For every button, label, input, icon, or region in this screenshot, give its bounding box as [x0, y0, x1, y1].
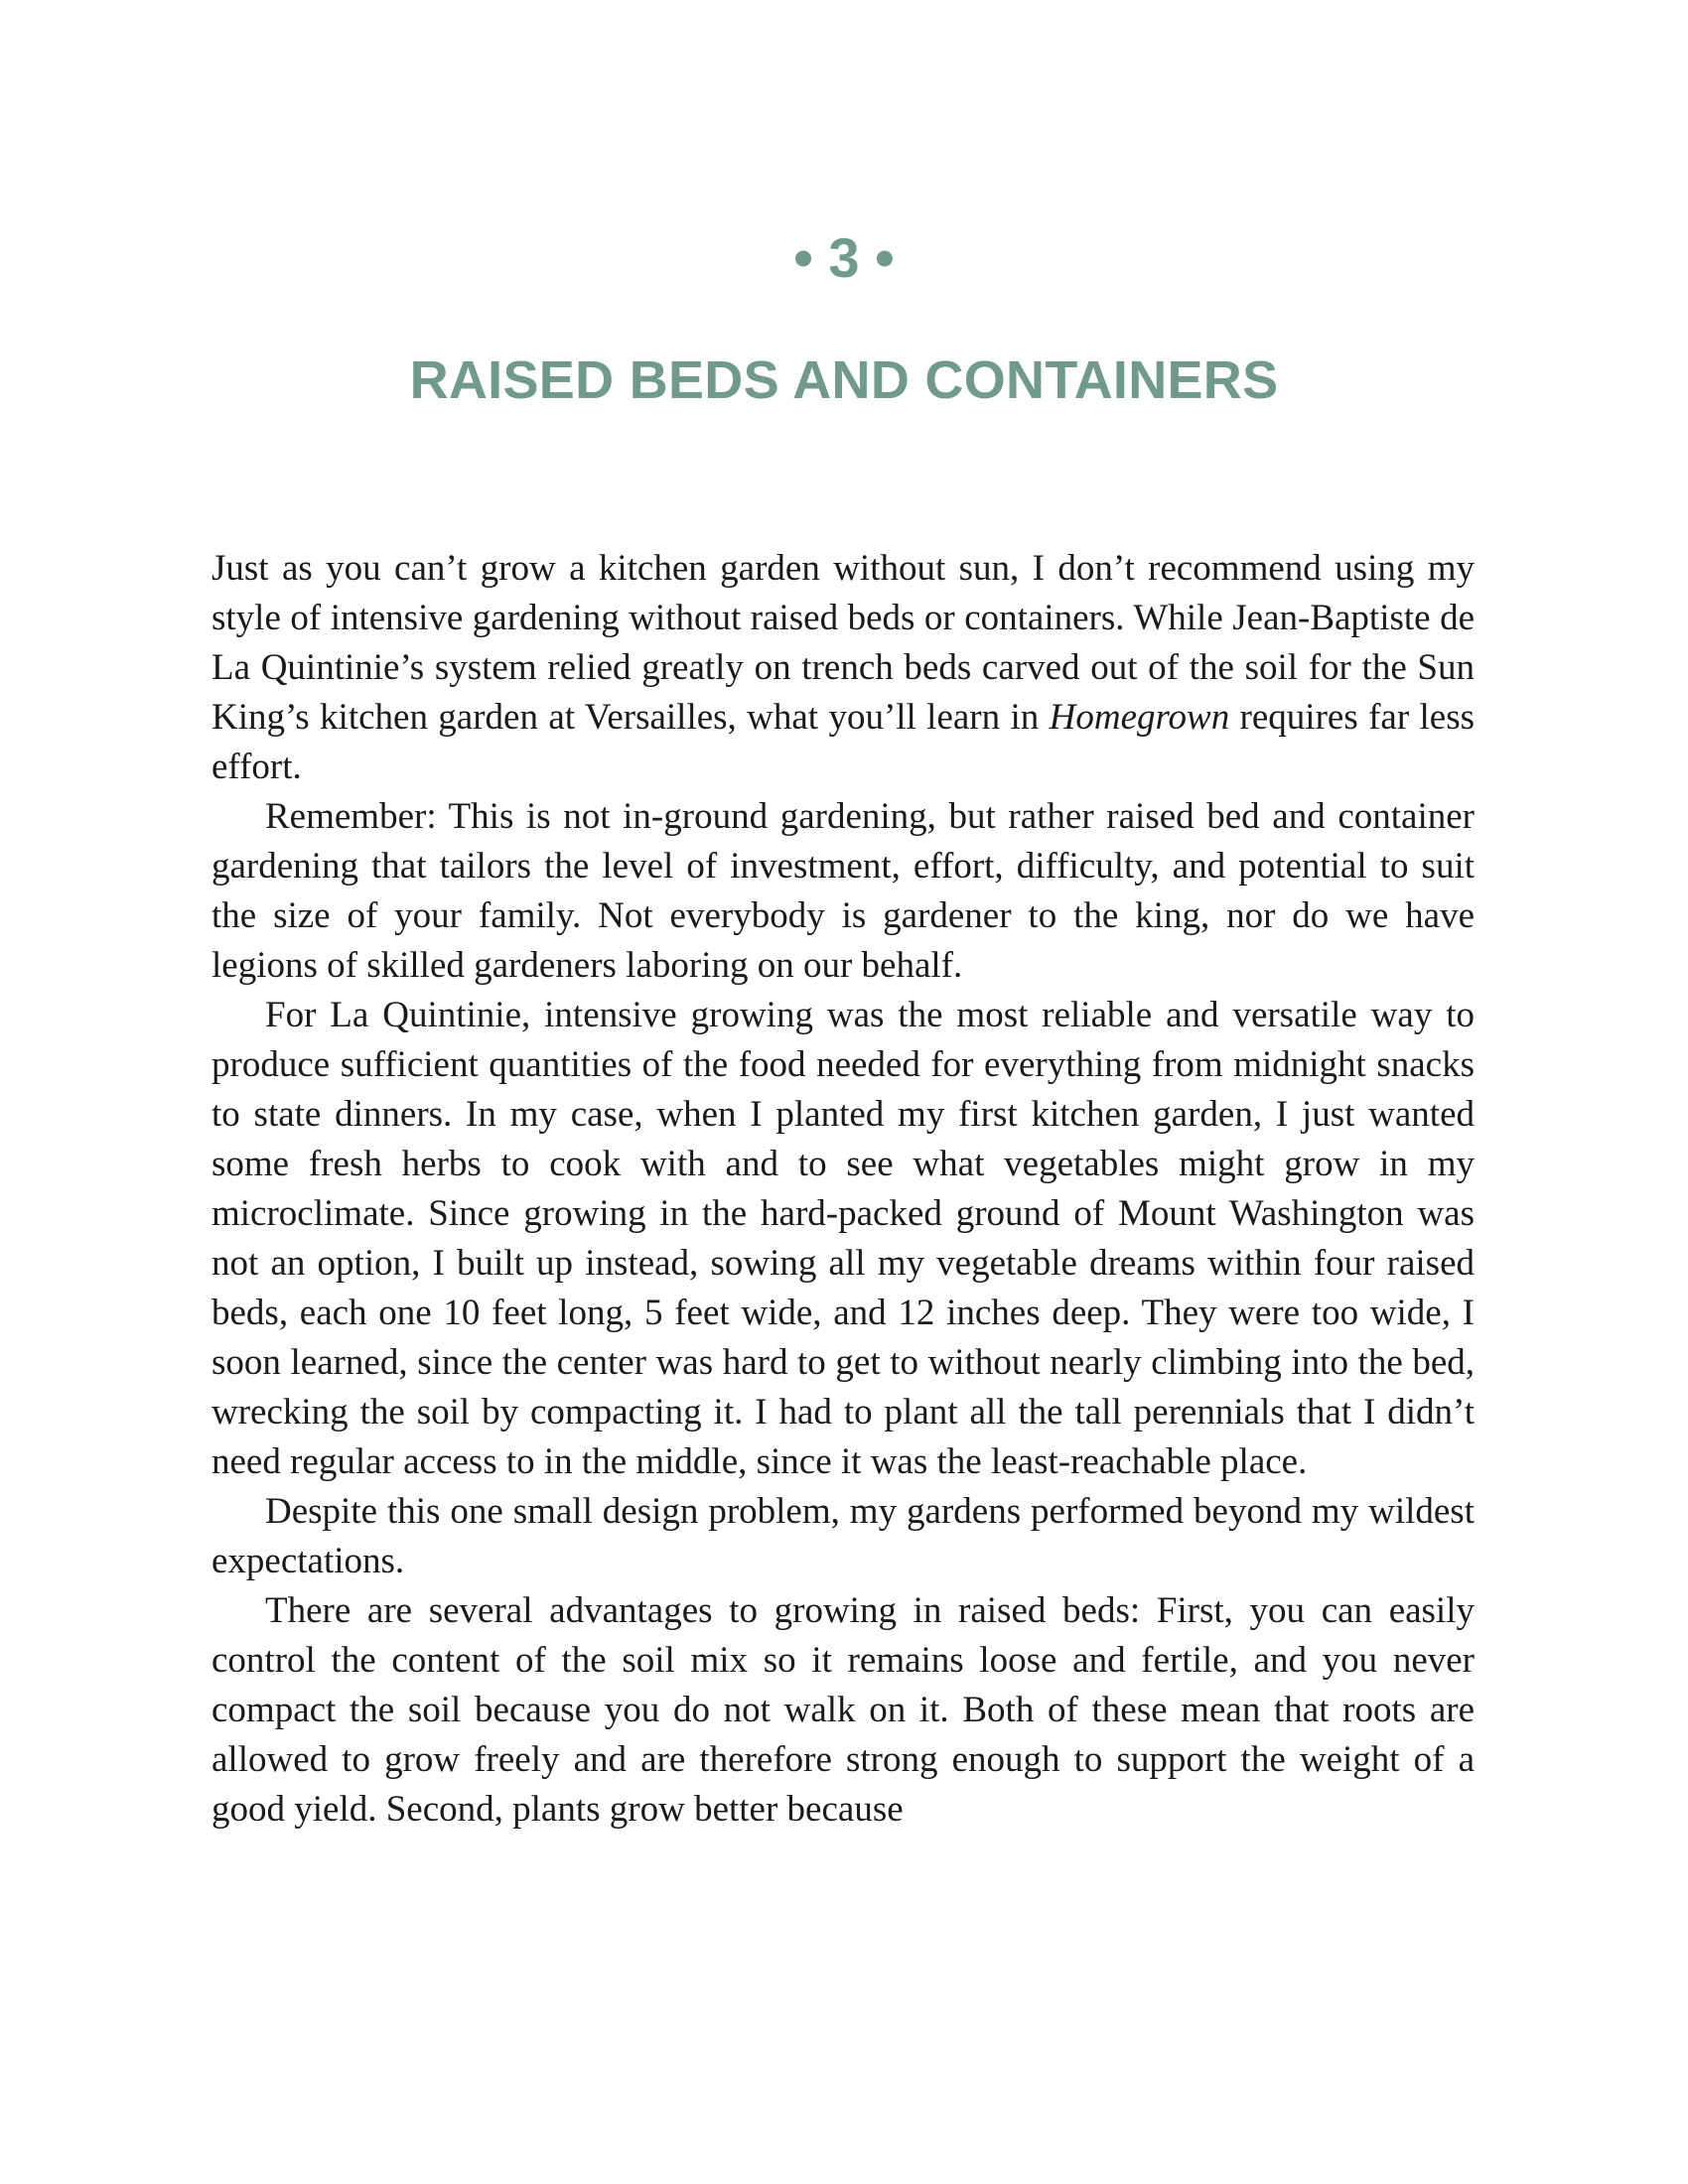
- chapter-number: • 3 •: [793, 226, 895, 289]
- paragraph-3: For La Quintinie, intensive growing was the most reliable and versatile way to produce sufficient quantities of the food needed for everything from midnight snacks to state dinners. In my case, when I planted my first kitchen garden, I just wanted some fresh herbs to cook with and to see what vegetables might grow in my microclimate. Since growing in the hard-packed ground of Mount Washington was not an option, I built up instead, sowing all my vegetable dreams within four raised beds, each one 10 feet long, 5 feet wide, and 12 inches deep. They were too wide, I soon learned, since the center was hard to get to without nearly climbing into the bed, wrecking the soil by compacting it. I had to plant all the tall perennials that I didn’t need regular access to in the middle, since it was the least-reachable place.: [211, 995, 1475, 1482]
- body-text: [211, 544, 1475, 1835]
- paragraph-1-text-start: Just as you can’t grow a kitchen garden without sun, I don’t recommend using my style of intensive gardening without raised beds or containers. While Jean-Baptiste de La Quintinie’s system relied greatly on trench beds carved out of the soil for the Sun King’s kitchen garden at Versailles, what you’ll learn in: [211, 548, 1475, 738]
- paragraph-2: Remember: This is not in-ground gardening, but rather raised bed and container gardening that tailors the level of investment, effort, difficulty, and potential to suit the size of your family. Not everybody is gardener to the king, nor do we have legions of skilled gardeners laboring on our behalf.: [211, 796, 1475, 986]
- paragraph-1: [211, 544, 1475, 792]
- paragraph-1-text-end: requires far less effort.: [211, 697, 1476, 787]
- book-title-italic: Homegrown: [1049, 697, 1230, 738]
- paragraph-5: There are several advantages to growing in raised beds: First, you can easily control the content of the soil mix so it remains loose and fertile, and you never compact the soil because you do not walk on it. Both of these mean that roots are allowed to grow freely and are therefore strong enough to support the weight of a good yield. Second, plants grow better because: [211, 1590, 1475, 1830]
- paragraph-4: Despite this one small design problem, my gardens performed beyond my wildest expectations.: [211, 1491, 1475, 1581]
- chapter-title: RAISED BEDS AND CONTAINERS: [409, 350, 1279, 410]
